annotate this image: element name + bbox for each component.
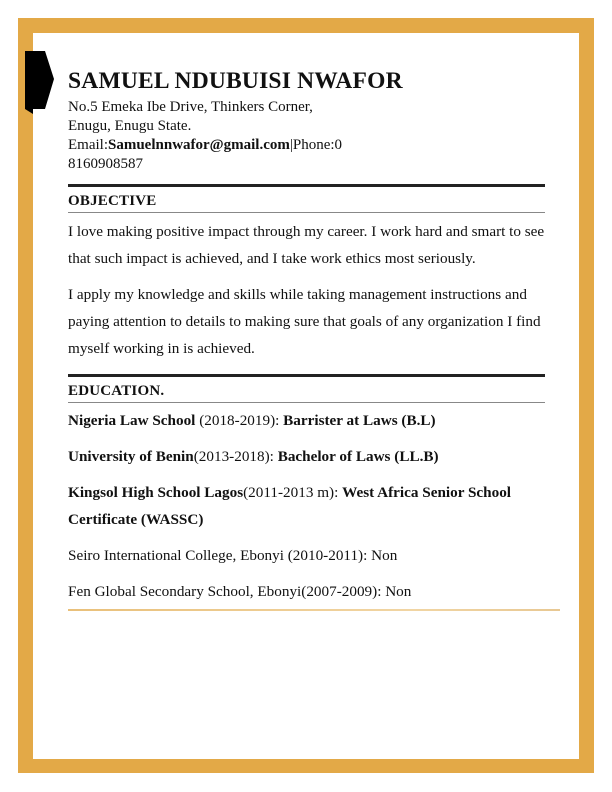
education-entry: Fen Global Secondary School, Ebonyi(2007-2009): Non	[68, 583, 412, 600]
black-bookmark-tab-icon	[25, 51, 54, 114]
education-entry: Nigeria Law School (2018-2019): Barrister at Laws (B.L)	[68, 412, 436, 429]
separator: |	[289, 137, 293, 153]
education-entry: Kingsol High School Lagos(2011-2013 m): West Africa Senior School Certificate (WASSC)	[68, 484, 512, 528]
address-line-1: No.5 Emeka Ibe Drive, Thinkers Corner,	[68, 99, 313, 115]
email-address[interactable]: Samuelnnwafor@gmail.com	[108, 137, 290, 153]
education-heading: EDUCATION.	[68, 383, 165, 399]
objective-heading: OBJECTIVE	[68, 193, 157, 209]
education-entry: Seiro International College, Ebonyi (2010-2011): Non	[68, 547, 398, 564]
gold-divider-line	[68, 609, 560, 611]
phone-label: Phone:0	[292, 137, 343, 153]
address-line-2: Enugu, Enugu State.	[68, 118, 192, 134]
phone-number: 8160908587	[68, 156, 143, 172]
resume-content	[68, 66, 545, 611]
objective-paragraph-2: I apply my knowledge and skills while taking management instructions and paying attention to details to making sure that goals of any organization I find myself working in is achieved.	[68, 286, 541, 357]
contact-block	[68, 98, 545, 174]
education-entry: University of Benin(2013-2018): Bachelor of Laws (LL.B)	[68, 448, 439, 465]
email-label: Email:	[68, 137, 108, 153]
objective-paragraph-1: I love making positive impact through my career. I work hard and smart to see that such impact is achieved, and I take work ethics most seriously.	[68, 223, 545, 267]
email-phone-line	[68, 136, 545, 155]
candidate-name: SAMUEL NDUBUISI NWAFOR	[68, 68, 403, 94]
